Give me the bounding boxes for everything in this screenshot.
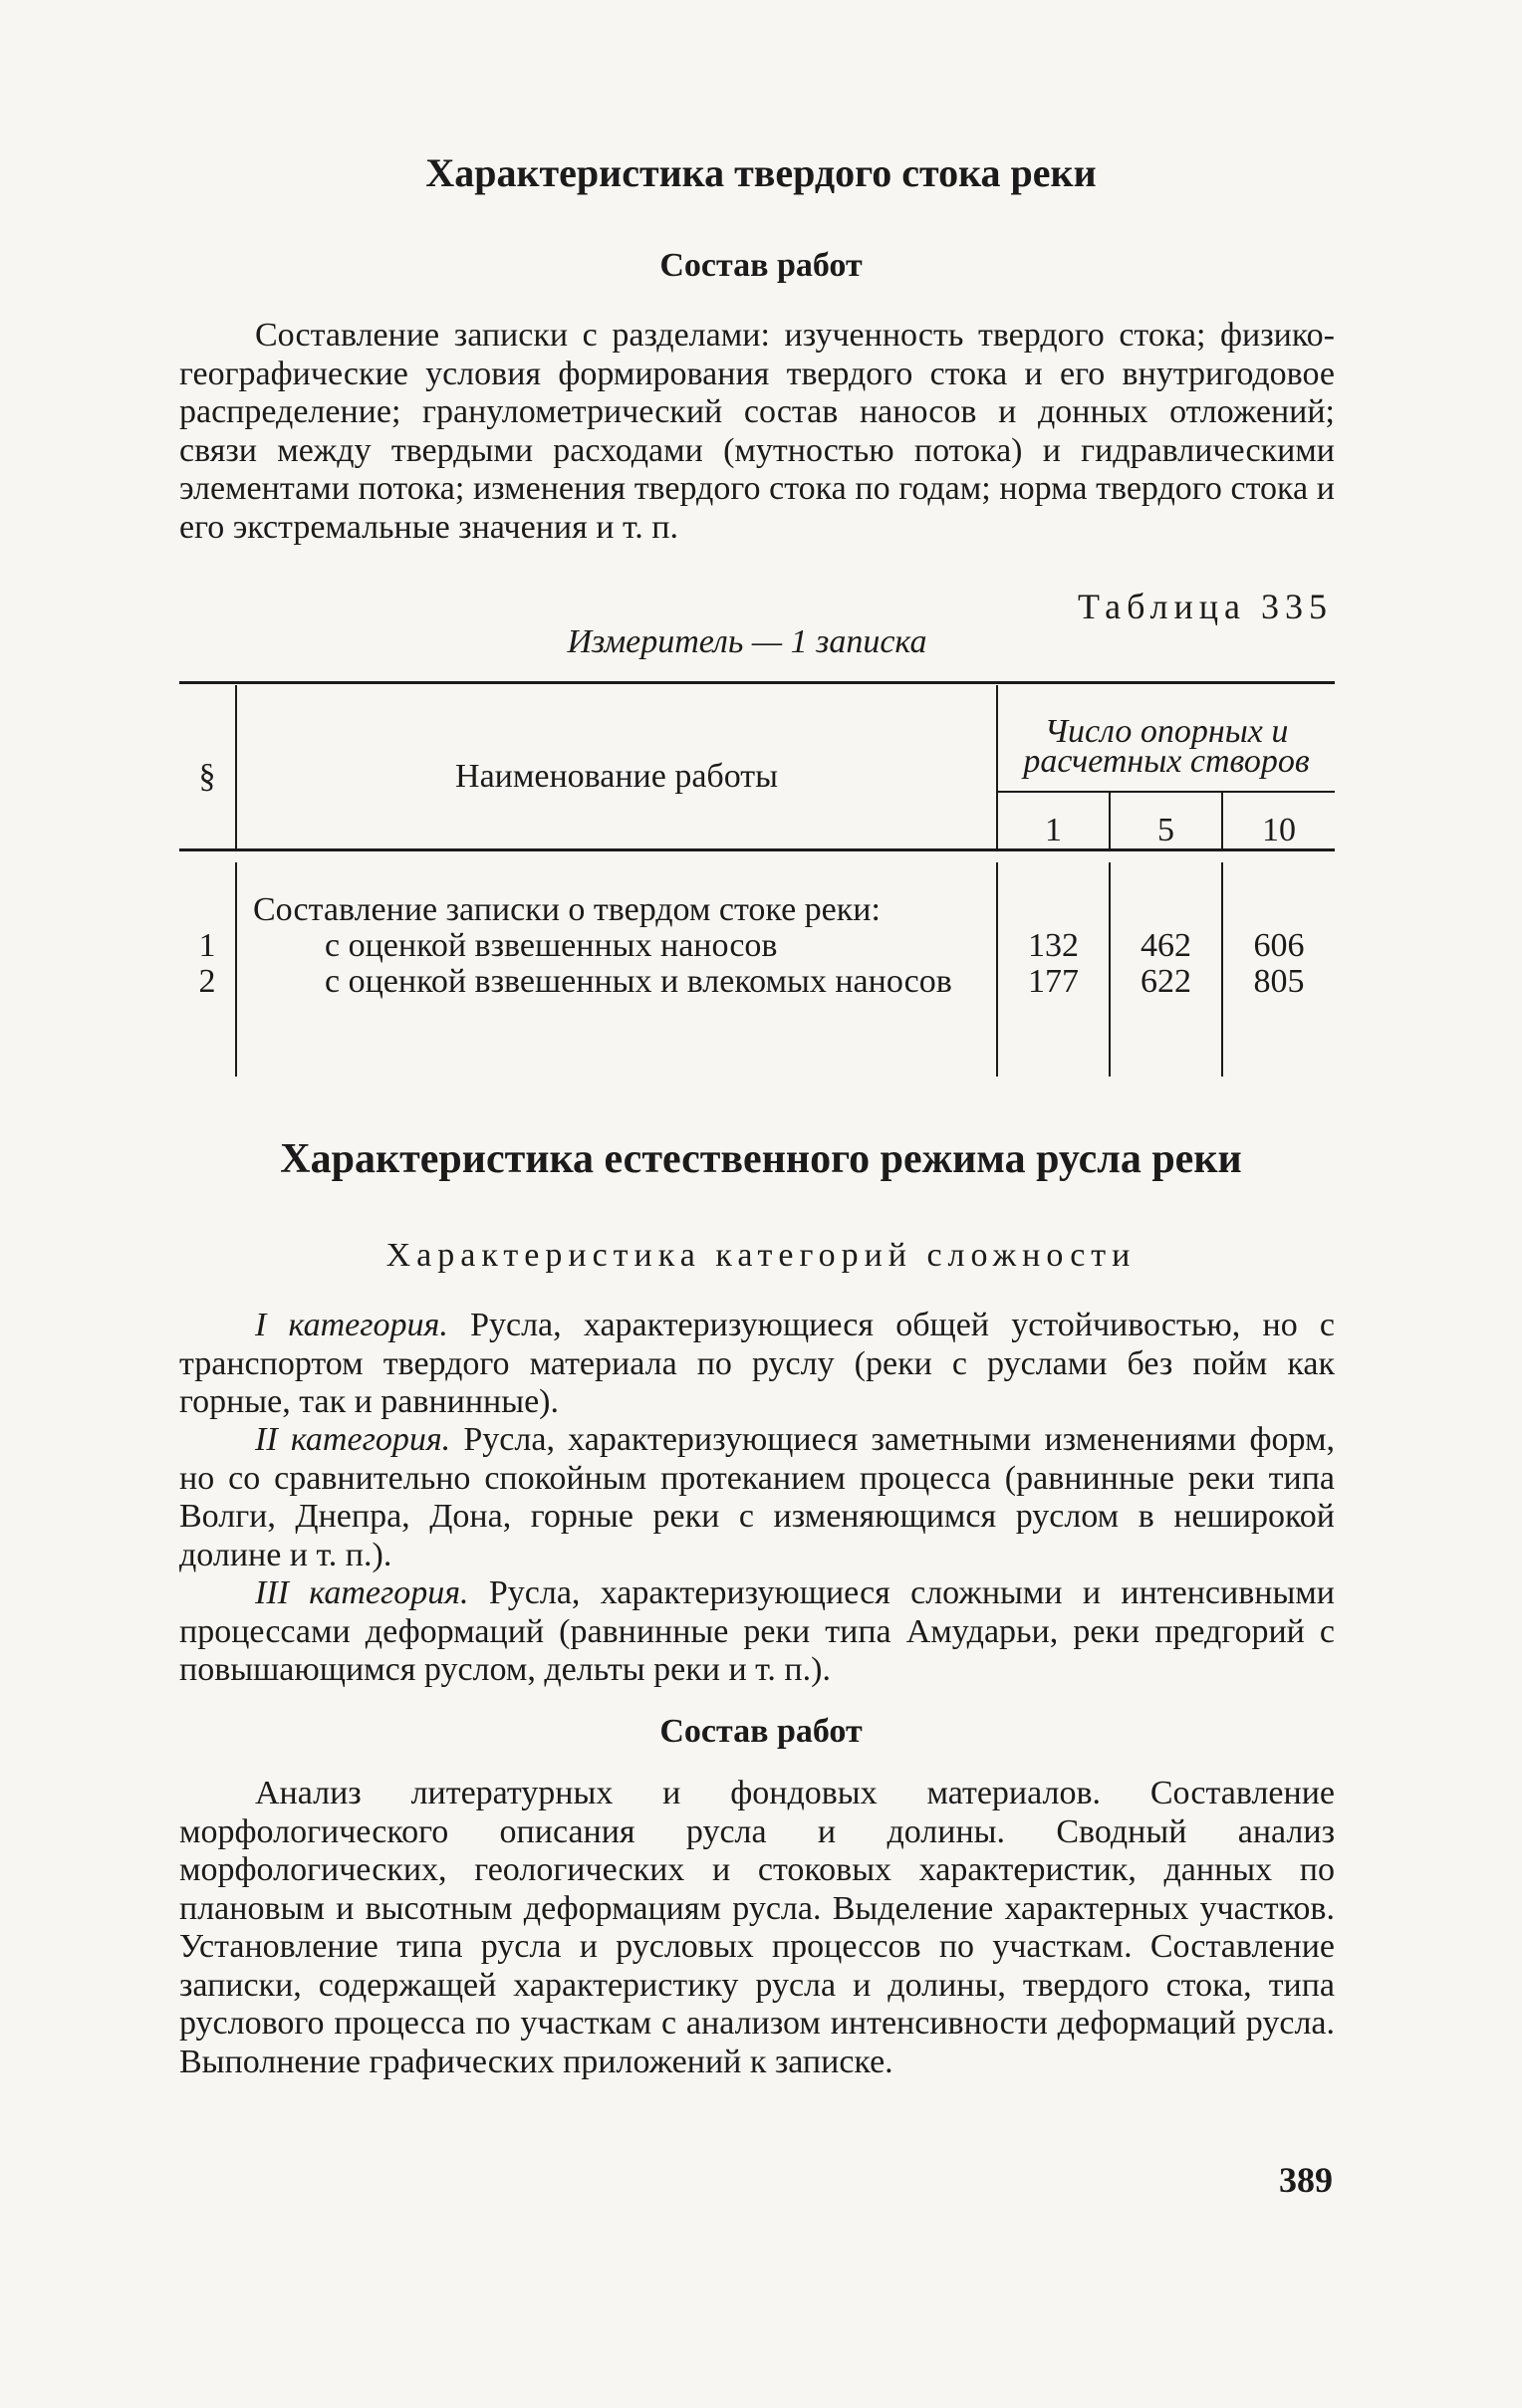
row-value: 622 (1141, 963, 1191, 1000)
row-value: 462 (1141, 927, 1191, 964)
row-number: 1 (198, 927, 216, 964)
category-label: III категория. (255, 1574, 469, 1611)
row-name: с оценкой взвешенных наносов (325, 927, 778, 964)
table-group-rule (996, 791, 1335, 793)
table-unit: Измеритель — 1 записка (567, 623, 927, 660)
table-label: Таблица 335 (1078, 587, 1333, 626)
section-subtitle: Состав работ (659, 1713, 863, 1750)
header-name: Наименование работы (455, 758, 778, 795)
section-subtitle: Состав работ (659, 247, 863, 284)
paragraph: Анализ литературных и фондовых материалов. Составление морфологического описания русла и долины. Сводный анализ морфологических, геологических и стоковых характеристик, данных по плановым и высотным деформациям русла. Выделение характерных участков. Установление типа русла и русловых процессов по участкам. Составление записки, содержащей характеристику русла и долины, твердого стока, типа руслового процесса по участкам с анализом интенсивности деформаций русла. Выполнение графических приложений к записке. (179, 1775, 1335, 2080)
category-text: Русла, характеризующиеся сложными и интенсивными процессами деформаций (равнинные реки типа Амударьи, реки предгорий с повышающимся руслом, дельты реки и т. п.). (179, 1574, 1335, 1688)
section-subtitle: Характеристика категорий сложности (385, 1237, 1137, 1274)
row-value: 177 (1028, 963, 1079, 1000)
section-title: Характеристика естественного режима русла реки (280, 1136, 1242, 1182)
section-title: Характеристика твердого стока реки (425, 150, 1097, 195)
table-vline (235, 862, 237, 1077)
table-group-title: Составление записки о твердом стоке реки: (253, 891, 881, 928)
table-top-rule (179, 681, 1335, 684)
category-label: I категория. (255, 1307, 448, 1343)
category-label: II категория. (255, 1421, 451, 1458)
category-text: Русла, характеризующиеся общей устойчивостью, но с транспортом твердого материала по руслу (реки с руслами без пойм как горные, так и равнинные). (179, 1307, 1336, 1420)
row-value: 606 (1253, 927, 1305, 964)
header-num: § (198, 758, 216, 795)
paragraph: Составление записки с разделами: изученность твердого стока; физико-географические условия формирования твердого стока и его внутригодовое распределение; гранулометрический состав наносов и донных отложений; связи между твердыми расходами (мутностью потока) и гидравлическими элементами потока; изменения твердого стока по годам; норма твердого стока и его экстремальные значения и т. п. (179, 317, 1335, 546)
page-number: 389 (1279, 2160, 1333, 2200)
category-paragraph (179, 1421, 1335, 1574)
header-sub: 1 (1045, 812, 1062, 848)
category-paragraph (179, 1574, 1335, 1690)
row-name: с оценкой взвешенных и влекомых наносов (325, 963, 952, 1000)
row-value: 132 (1028, 927, 1079, 964)
table-header-rule (179, 848, 1335, 851)
row-number: 2 (198, 963, 216, 1000)
header-group: Число опорных и расчетных створов (1023, 713, 1310, 780)
category-text: Русла, характеризующиеся заметными изменениями форм, но со сравнительно спокойным протеканием процесса (равнинные реки типа Волги, Днепра, Дона, горные реки с изменяющимся руслом в неширокой долине и т. п.). (179, 1421, 1336, 1573)
header-sub: 10 (1262, 812, 1296, 848)
header-sub: 5 (1157, 812, 1174, 848)
row-value: 805 (1253, 963, 1305, 1000)
category-paragraph (179, 1307, 1335, 1422)
